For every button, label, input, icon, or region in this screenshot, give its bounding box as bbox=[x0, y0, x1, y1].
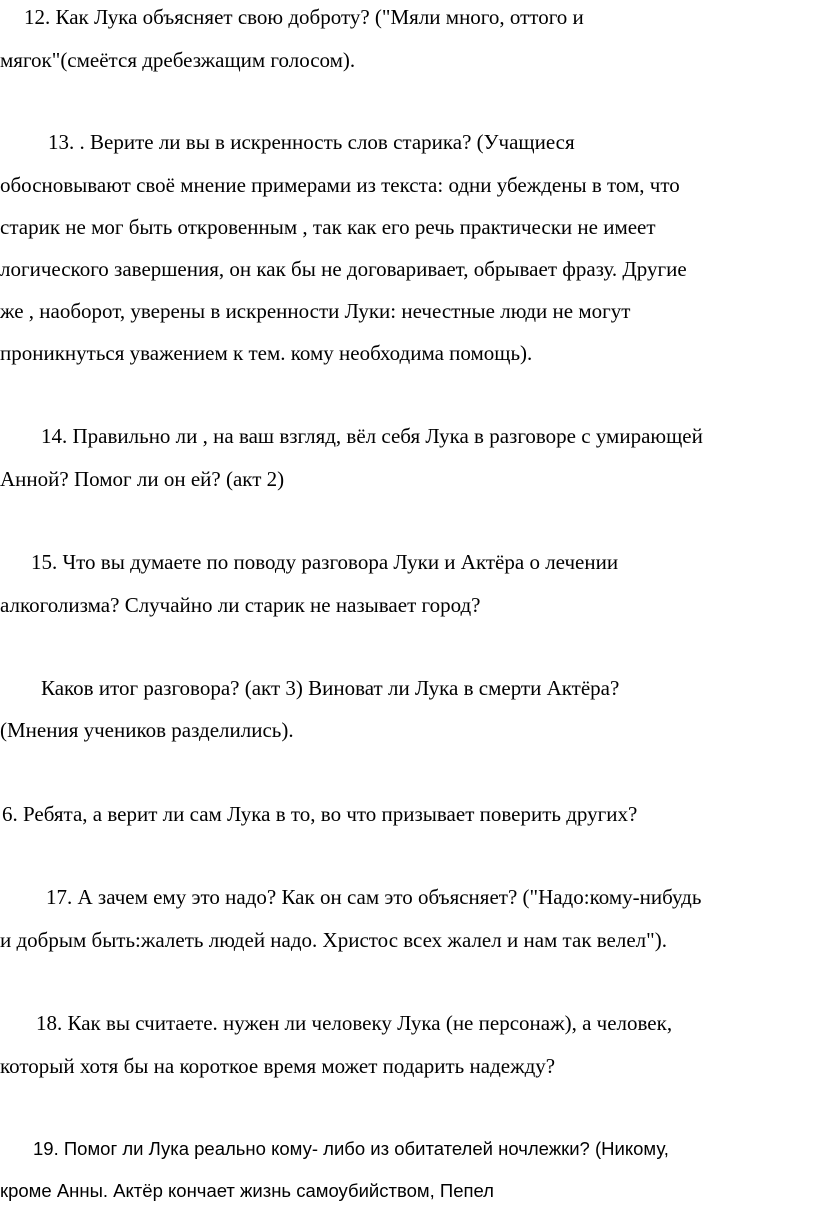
question-18-line-2: который хотя бы на короткое время может подарить надежду? bbox=[0, 1054, 556, 1078]
question-13-line-5: же , наоборот, уверены в искренности Луки: нечестные люди не могут bbox=[0, 299, 631, 323]
question-17-line-1: 17. А зачем ему это надо? Как он сам это объясняет? ("Надо:кому-нибудь bbox=[46, 885, 702, 909]
question-15b-line-2: (Мнения учеников разделились). bbox=[0, 718, 294, 742]
question-15-line-2: алкоголизма? Случайно ли старик не называет город? bbox=[0, 593, 481, 617]
question-13-line-2: обосновывают своё мнение примерами из текста: одни убеждены в том, что bbox=[0, 173, 680, 197]
question-19-line-1: 19. Помог ли Лука реально кому- либо из обитателей ночлежки? (Никому, bbox=[33, 1138, 669, 1159]
question-15b-line-1: Каков итог разговора? (акт 3) Виноват ли Лука в смерти Актёра? bbox=[41, 676, 620, 700]
question-13-line-3: старик не мог быть откровенным , так как его речь практически не имеет bbox=[0, 215, 656, 239]
question-19-line-2: кроме Анны. Актёр кончает жизнь самоубийством, Пепел bbox=[0, 1180, 494, 1201]
question-14-line-1: 14. Правильно ли , на ваш взгляд, вёл себя Лука в разговоре с умирающей bbox=[41, 424, 703, 448]
question-16-line-1: 6. Ребята, а верит ли сам Лука в то, во что призывает поверить других? bbox=[2, 802, 638, 826]
question-13-line-4: логического завершения, он как бы не договаривает, обрывает фразу. Другие bbox=[0, 257, 687, 281]
question-15-line-1: 15. Что вы думаете по поводу разговора Луки и Актёра о лечении bbox=[31, 550, 619, 574]
question-18-line-1: 18. Как вы считаете. нужен ли человеку Лука (не персонаж), а человек, bbox=[36, 1011, 673, 1035]
question-12-line-1: 12. Как Лука объясняет свою доброту? ("Мяли много, оттого и bbox=[24, 5, 584, 29]
question-17-line-2: и добрым быть:жалеть людей надо. Христос всех жалел и нам так велел"). bbox=[0, 928, 667, 952]
question-14-line-2: Анной? Помог ли он ей? (акт 2) bbox=[0, 467, 285, 491]
question-13-line-6: проникнуться уважением к тем. кому необходима помощь). bbox=[0, 341, 533, 365]
question-12-line-2: мягок"(смеётся дребезжащим голосом). bbox=[0, 48, 356, 72]
question-13-line-1: 13. . Верите ли вы в искренность слов старика? (Учащиеся bbox=[48, 130, 575, 154]
